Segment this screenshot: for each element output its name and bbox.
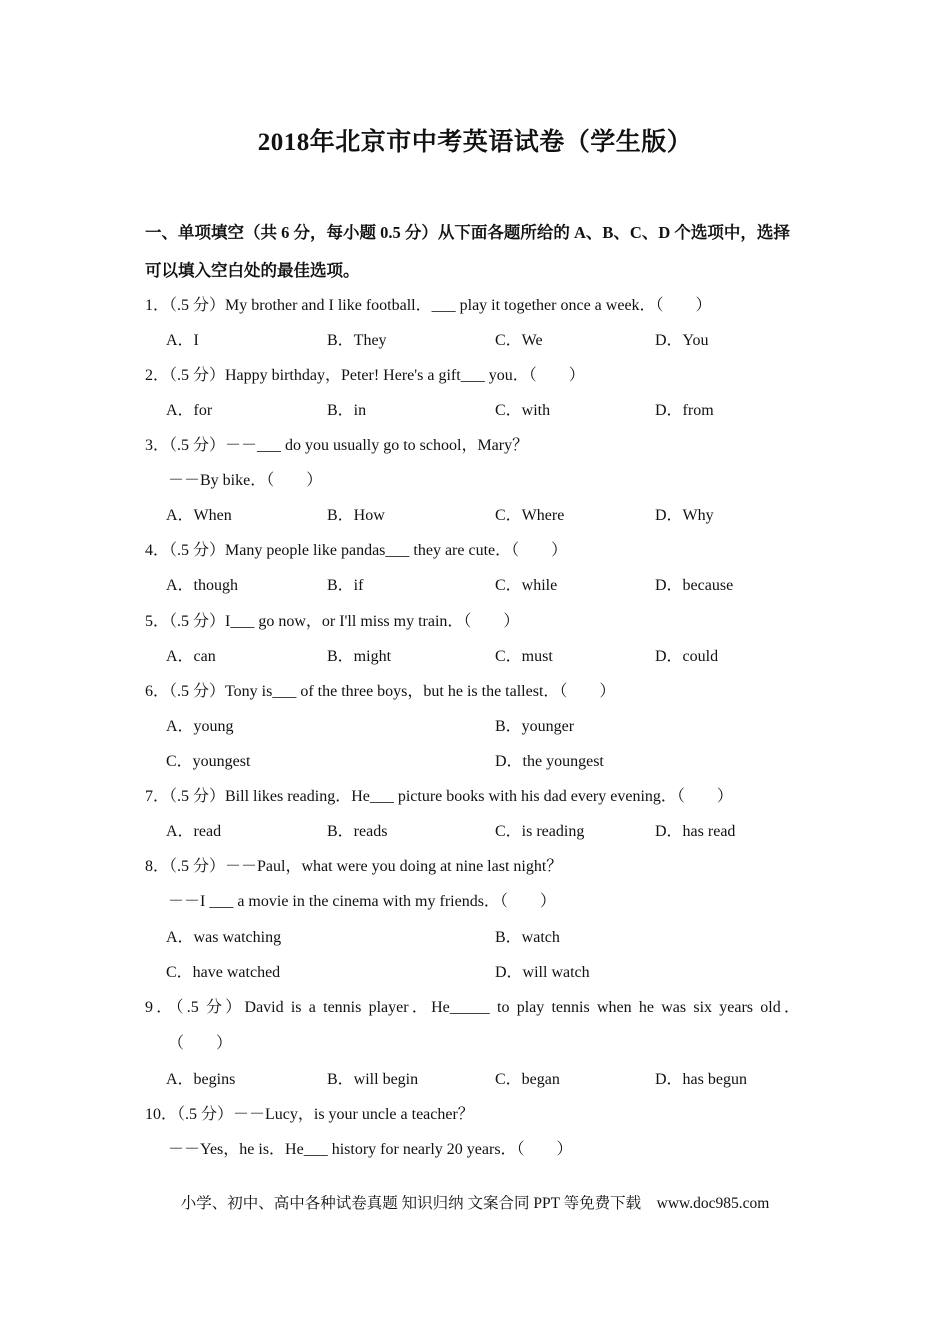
question-7-option-a: A．read — [166, 823, 222, 840]
question-4-option-c: C．while — [495, 577, 558, 594]
question-8-option-b: B．watch — [495, 929, 560, 946]
question-6-option-d: D．the youngest — [495, 753, 604, 770]
question-6-stem: 6．（.5 分）Tony is___ of the three boys，but he is the tallest．（ ） — [145, 683, 616, 700]
page-footer: 小学、初中、高中各种试卷真题 知识归纳 文案合同 PPT 等免费下载 www.doc985.com — [180, 1195, 770, 1212]
question-9-option-d: D．has begun — [655, 1071, 747, 1088]
question-1-option-a: A．I — [166, 332, 199, 349]
question-1-option-b: B．They — [327, 332, 387, 349]
question-5-option-d: D．could — [655, 648, 719, 665]
question-3-stem-reply: －－By bike．（ ） — [168, 472, 323, 489]
question-2-stem: 2．（.5 分）Happy birthday，Peter! Here's a gift___ you．（ ） — [145, 367, 585, 384]
question-3-option-d: D．Why — [655, 507, 714, 524]
question-2-option-c: C．with — [495, 402, 551, 419]
question-4-option-d: D．because — [655, 577, 734, 594]
question-9-option-c: C．began — [495, 1071, 560, 1088]
question-6-option-a: A．young — [166, 718, 234, 735]
question-4-option-b: B．if — [327, 577, 364, 594]
question-3-option-a: A．When — [166, 507, 232, 524]
question-10-stem-reply: －－Yes，he is．He___ history for nearly 20 years．（ ） — [168, 1141, 573, 1158]
question-8-option-d: D．will watch — [495, 964, 590, 981]
question-9-answer-bracket: （ ） — [168, 1035, 233, 1052]
question-5-option-b: B．might — [327, 648, 392, 665]
question-2-option-b: B．in — [327, 402, 367, 419]
question-5-option-a: A．can — [166, 648, 216, 665]
question-9-option-b: B．will begin — [327, 1071, 419, 1088]
question-3-option-b: B．How — [327, 507, 385, 524]
question-8-option-a: A．was watching — [166, 929, 282, 946]
question-7-option-b: B．reads — [327, 823, 388, 840]
question-7-option-d: D．has read — [655, 823, 736, 840]
question-8-stem-reply: －－I ___ a movie in the cinema with my friends．（ ） — [168, 893, 556, 910]
question-5-stem: 5．（.5 分）I___ go now，or I'll miss my train．（ ） — [145, 613, 520, 630]
question-9-stem: 9．（.5 分）David is a tennis player．He_____ to play tennis when he was six years old． — [145, 999, 800, 1016]
question-6-option-c: C．youngest — [166, 753, 251, 770]
question-4-option-a: A．though — [166, 577, 239, 594]
question-6-option-b: B．younger — [495, 718, 575, 735]
question-7-stem: 7．（.5 分）Bill likes reading．He___ picture books with his dad every evening．（ ） — [145, 788, 733, 805]
question-2-option-d: D．from — [655, 402, 714, 419]
question-2-option-a: A．for — [166, 402, 213, 419]
question-9-option-a: A．begins — [166, 1071, 236, 1088]
page-title: 2018年北京市中考英语试卷（学生版） — [257, 129, 693, 156]
question-4-stem: 4．（.5 分）Many people like pandas___ they are cute．（ ） — [145, 542, 568, 559]
section-heading-line1: 一、单项填空（共 6 分，每小题 0.5 分）从下面各题所给的 A、B、C、D 个选项中，选择 — [145, 223, 790, 242]
question-7-option-c: C．is reading — [495, 823, 585, 840]
question-8-stem: 8．（.5 分）－－Paul，what were you doing at nine last night？ — [145, 858, 563, 875]
question-10-stem: 10．（.5 分）－－Lucy，is your uncle a teacher？ — [145, 1106, 474, 1123]
question-8-option-c: C．have watched — [166, 964, 281, 981]
question-1-option-d: D．You — [655, 332, 709, 349]
question-1-option-c: C．We — [495, 332, 543, 349]
question-5-option-c: C．must — [495, 648, 553, 665]
section-heading-line2: 可以填入空白处的最佳选项。 — [145, 261, 360, 280]
question-3-option-c: C．Where — [495, 507, 565, 524]
question-3-stem: 3．（.5 分）－－___ do you usually go to school，Mary？ — [145, 437, 529, 454]
question-1-stem: 1．（.5 分）My brother and I like football．___ play it together once a week．（ ） — [145, 297, 712, 314]
